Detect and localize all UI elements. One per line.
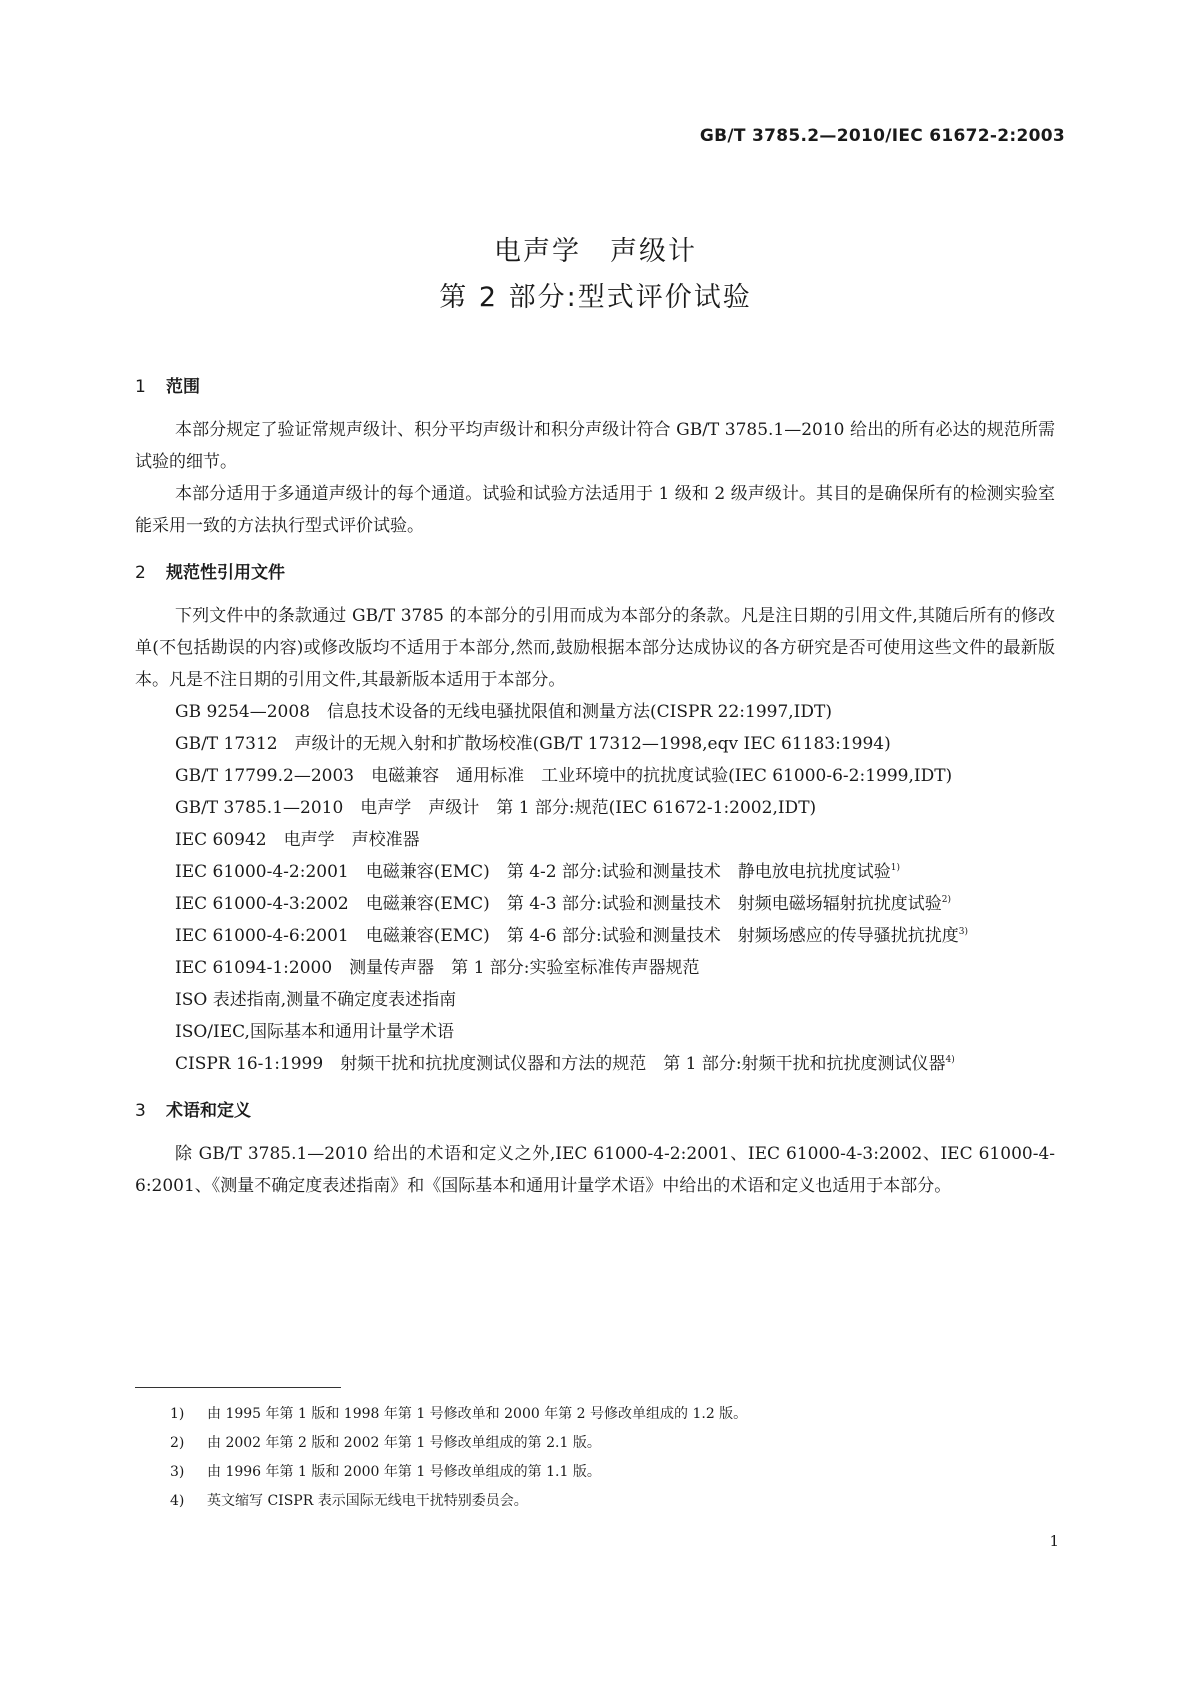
- section-number: 2: [135, 563, 146, 583]
- footnote-item: 3) 由 1996 年第 1 版和 2000 年第 1 号修改单组成的第 1.1 版。: [135, 1458, 1035, 1487]
- footnote-marker: 3): [958, 927, 968, 937]
- section-heading-normative-references: [135, 558, 1055, 588]
- section-title: 范围: [166, 377, 200, 397]
- footnote-mark: 2): [170, 1435, 185, 1451]
- reference-item: IEC 61000-4-6:2001 电磁兼容(EMC) 第 4-6 部分:试验和测量技术 射频场感应的传导骚扰抗扰度$^{3)}$: [175, 926, 968, 946]
- section-heading-terms-definitions: [135, 1096, 1055, 1126]
- paragraph: 本部分适用于多通道声级计的每个通道。试验和试验方法适用于 1 级和 2 级声级计。其目的是确保所有的检测实验室能采用一致的方法执行型式评价试验。: [135, 484, 1055, 536]
- document-title-line2: 第 2 部分:型式评价试验: [439, 282, 752, 313]
- footnote-item: 4) 英文缩写 CISPR 表示国际无线电干扰特别委员会。: [135, 1487, 1035, 1516]
- footnote-divider: [135, 1387, 341, 1388]
- footnote-mark: 4): [170, 1493, 185, 1509]
- standard-id-header: GB/T 3785.2—2010/IEC 61672-2:2003: [699, 126, 1065, 146]
- document-body: [135, 372, 1055, 1202]
- paragraph: 除 GB/T 3785.1—2010 给出的术语和定义之外,IEC 61000-4-2:2001、IEC 61000-4-3:2002、IEC 61000-4-6:2001、《测量不确定度表述指南》和《国际基本和通用计量学术语》中给出的术语和定义也适用于本部分。: [135, 1144, 1055, 1196]
- reference-item: GB 9254—2008 信息技术设备的无线电骚扰限值和测量方法(CISPR 22:1997,IDT): [175, 702, 832, 722]
- footnote-marker: 2): [941, 895, 951, 905]
- footnotes: [135, 1400, 1035, 1516]
- reference-item: GB/T 17799.2—2003 电磁兼容 通用标准 工业环境中的抗扰度试验(IEC 61000-6-2:1999,IDT): [175, 766, 953, 786]
- section-number: 3: [135, 1101, 146, 1121]
- section-title: 规范性引用文件: [166, 563, 285, 583]
- reference-item: IEC 61000-4-2:2001 电磁兼容(EMC) 第 4-2 部分:试验和测量技术 静电放电抗扰度试验$^{1)}$: [175, 862, 900, 882]
- reference-item: IEC 61000-4-3:2002 电磁兼容(EMC) 第 4-3 部分:试验和测量技术 射频电磁场辐射抗扰度试验$^{2)}$: [175, 894, 951, 914]
- footnote-marker: 4): [945, 1055, 955, 1065]
- reference-item: GB/T 17312 声级计的无规入射和扩散场校准(GB/T 17312—1998,eqv IEC 61183:1994): [175, 734, 891, 754]
- footnote-marker: 1): [890, 863, 900, 873]
- section-title: 术语和定义: [166, 1101, 251, 1121]
- reference-item: CISPR 16-1:1999 射频干扰和抗扰度测试仪器和方法的规范 第 1 部分:射频干扰和抗扰度测试仪器$^{4)}$: [175, 1054, 955, 1074]
- footnote-mark: 1): [170, 1406, 185, 1422]
- paragraph: 本部分规定了验证常规声级计、积分平均声级计和积分声级计符合 GB/T 3785.1—2010 给出的所有必达的规范所需试验的细节。: [135, 420, 1055, 472]
- reference-item: ISO/IEC,国际基本和通用计量学术语: [175, 1022, 454, 1042]
- page-number: 1: [1049, 1532, 1059, 1550]
- paragraph: 下列文件中的条款通过 GB/T 3785 的本部分的引用而成为本部分的条款。凡是注日期的引用文件,其随后所有的修改单(不包括勘误的内容)或修改版均不适用于本部分,然而,鼓励根据本部分达成协议的各方研究是否可使用这些文件的最新版本。凡是不注日期的引用文件,其最新版本适用于本部分。: [135, 606, 1055, 690]
- reference-item: GB/T 3785.1—2010 电声学 声级计 第 1 部分:规范(IEC 61672-1:2002,IDT): [175, 798, 817, 818]
- section-heading-scope: [135, 372, 1055, 402]
- footnote-item: 2) 由 2002 年第 2 版和 2002 年第 1 号修改单组成的第 2.1 版。: [135, 1429, 1035, 1458]
- section-number: 1: [135, 377, 146, 397]
- reference-item: IEC 61094-1:2000 测量传声器 第 1 部分:实验室标准传声器规范: [175, 958, 700, 978]
- reference-item: IEC 60942 电声学 声校准器: [175, 830, 420, 850]
- document-title-line1: 电声学 声级计: [494, 236, 697, 267]
- reference-item: ISO 表述指南,测量不确定度表述指南: [175, 990, 457, 1010]
- footnote-item: 1) 由 1995 年第 1 版和 1998 年第 1 号修改单和 2000 年第 2 号修改单组成的 1.2 版。: [135, 1400, 1035, 1429]
- footnote-mark: 3): [170, 1464, 185, 1480]
